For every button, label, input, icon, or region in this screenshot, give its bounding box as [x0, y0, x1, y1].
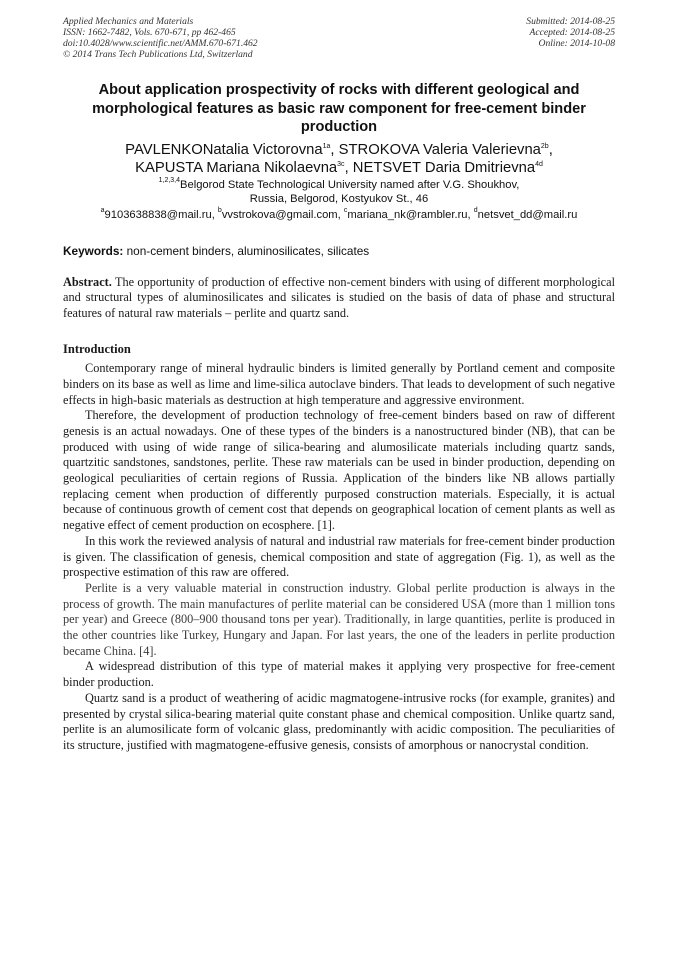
email-2[interactable]: vvstrokova@gmail.com [221, 208, 338, 221]
abstract-text: The opportunity of production of effective non-cement binders with using of different morphological and structural types of aluminosilicates and silicates is studied on the basis of data of phase and structural features of natural raw materials – perlite and quartz sand. [63, 274, 615, 320]
paragraph-4: Perlite is a very valuable material in construction industry. Global perlite production is always in the process of growth. The main manufactures of perlite material can be considered USA (more than 1 million tons per year) and Greece (800–900 thousand tons per year). Traditionally, in large quantities, perlite is produced in the other countries like Turkey, Hungary and Japan. For last years, the one of the leaders in perlite production became China. [4]. [63, 580, 615, 658]
online-date: Online: 2014-10-08 [538, 38, 615, 49]
abstract-label: Abstract. [63, 274, 112, 289]
email-1[interactable]: 9103638838@mail.ru [104, 208, 212, 221]
email-2-sup: b [217, 206, 222, 214]
paragraph-6: Quartz sand is a product of weathering of acidic magmatogene-intrusive rocks (for example, granites) and presented by crystal silica-bearing material quite constant phase and chemical composition. Unlike quartz sand, perlite is an alumosilicate form of volcanic glass, predominantly with acidic composition. The peculiarities of its structure, justified with magmatogene-effusive genesis, consists of amorphous or nanocrystal condition. [63, 690, 615, 752]
author-2-sup: 2b [540, 142, 549, 150]
paragraph-2: Therefore, the development of production technology of free-cement binders based on raw of different genesis is an actual nowadays. One of these types of the binders is a nanostructured binder (NB), that can be produced with using of wide range of silica-bearing and alumosilicate materials including quartz sands, quartzitic sandstones, sandstones, perlite. These raw materials can be used in binder production, depending on geological peculiarities of certain regions of Russia. Application of the binders like NB allows partially replacing cement when production of differently purposed construction materials. Especially, it is actual because of continuous growth of cement cost that depends on geographical location of cement plants as well as negative effect of cement production on ecosphere. [1]. [63, 408, 615, 533]
journal-copyright: © 2014 Trans Tech Publications Ltd, Switzerland [63, 49, 253, 60]
keywords [63, 244, 615, 259]
paragraph-5: A widespread distribution of this type of material makes it applying very prospective for free-cement binder production. [63, 659, 615, 690]
email-1-sup: a [100, 206, 105, 214]
paper-title: About application prospectivity of rocks with different geological and morphological features as basic raw component for free-cement binder production [92, 82, 586, 135]
author-list: PAVLENKONatalia Victorovna$^{1a}$, STROKOVA Valeria Valerievna$^{2b}$, KAPUSTA Mariana Nikolaevna$^{3c}$, NETSVET Daria Dmitrievna$^{4d}$ [125, 141, 553, 176]
author-4: NETSVET Daria Dmitrievna [352, 160, 536, 176]
keywords-text: non-cement binders, aluminosilicates, silicates [123, 243, 370, 258]
submitted-date: Submitted: 2014-08-25 [526, 16, 615, 27]
journal-name: Applied Mechanics and Materials [63, 16, 194, 27]
author-2: STROKOVA Valeria Valerievna [338, 141, 541, 158]
paper-page [63, 16, 615, 754]
email-4-sup: d [473, 206, 478, 214]
affiliation-line-1: Belgorod State Technological University named after V.G. Shoukhov, [180, 178, 520, 191]
journal-doi: doi:10.4028/www.scientific.net/AMM.670-671.462 [63, 38, 258, 49]
submission-dates [526, 16, 615, 60]
journal-info [63, 16, 258, 60]
email-4[interactable]: netsvet_dd@mail.ru [477, 208, 578, 221]
accepted-date: Accepted: 2014-08-25 [529, 27, 615, 38]
author-1: PAVLENKONatalia Victorovna [125, 141, 323, 158]
email-3[interactable]: mariana_nk@rambler.ru [347, 208, 468, 221]
journal-header [63, 16, 615, 60]
keywords-label: Keywords: [63, 243, 124, 258]
email-list: $^a$9103638838@mail.ru, $^b$vvstrokova@gmail.com, $^c$mariana_nk@rambler.ru, $^d$netsvet_dd@mail.ru [100, 206, 578, 221]
paragraph-3: In this work the reviewed analysis of natural and industrial raw materials for free-cement binder production is given. The classification of genesis, chemical composition and state of aggregation (Fig. 1), as well as the prospective estimation of this raw are offered. [63, 533, 615, 580]
abstract [63, 275, 615, 322]
affiliation-sup: 1,2,3,4 [158, 176, 181, 184]
author-1-sup: 1a [322, 142, 331, 150]
author-4-sup: 4d [535, 161, 543, 168]
paragraph-1: Contemporary range of mineral hydraulic binders is limited generally by Portland cement and composite binders on its base as well as lime and lime-silica autoclave binders. That leads to development of such negative effects in high-basic materials as destruction at high temperature and aggressive environment. [63, 361, 615, 407]
author-3-sup: 3c [337, 161, 345, 168]
section-heading-introduction: Introduction [63, 341, 131, 356]
author-3: KAPUSTA Mariana Nikolaevna [135, 160, 338, 176]
email-3-sup: c [343, 206, 348, 214]
journal-issn: ISSN: 1662-7482, Vols. 670-671, pp 462-465 [63, 27, 236, 38]
affiliation-line-2: Russia, Belgorod, Kostyukov St., 46 [249, 193, 429, 205]
affiliation [63, 178, 615, 207]
introduction-body [63, 361, 615, 754]
